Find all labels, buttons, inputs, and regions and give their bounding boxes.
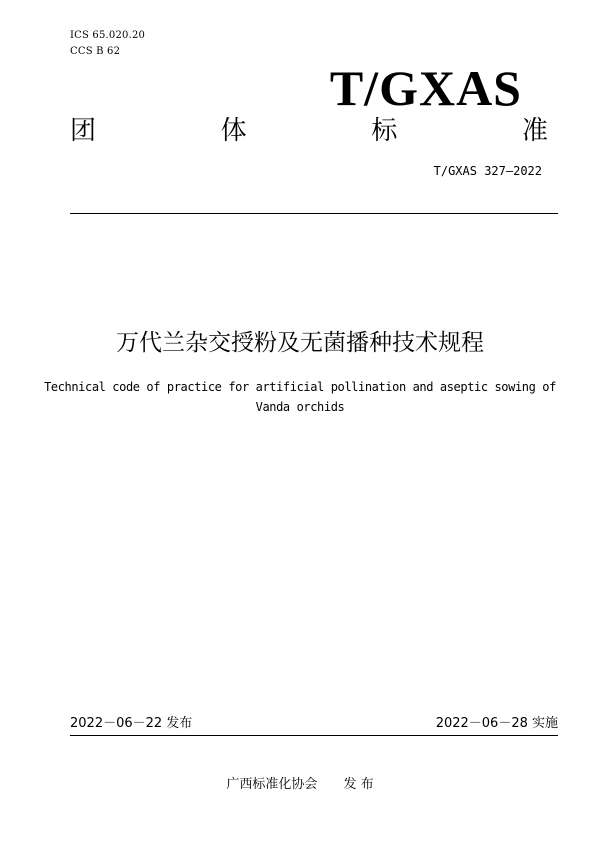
title-chinese: 万代兰杂交授粉及无菌播种技术规程 xyxy=(116,330,484,356)
document-type-char: 准 xyxy=(521,116,548,146)
standard-logo: T/GXAS xyxy=(329,60,522,116)
classification-codes xyxy=(70,28,145,60)
top-divider xyxy=(70,213,558,214)
document-type-char: 体 xyxy=(220,116,247,146)
title-english: Technical code of practice for artificial pollination and aseptic sowing of Vanda orchids xyxy=(44,380,556,414)
standard-number: T/GXAS 327—2022 xyxy=(433,164,542,178)
ics-code: ICS 65.020.20 xyxy=(70,30,146,41)
publisher-action: 发 布 xyxy=(343,777,374,792)
bottom-divider xyxy=(70,735,558,736)
publisher-line xyxy=(0,776,600,794)
implementation-date: 2022－06－28 实施 xyxy=(435,716,558,731)
ccs-code: CCS B 62 xyxy=(70,46,121,57)
publisher-name: 广西标准化协会 xyxy=(226,777,318,792)
issue-date: 2022－06－22 发布 xyxy=(70,716,193,731)
document-type-char: 团 xyxy=(70,116,97,146)
document-type-char: 标 xyxy=(371,116,398,146)
document-type-heading xyxy=(70,114,548,148)
